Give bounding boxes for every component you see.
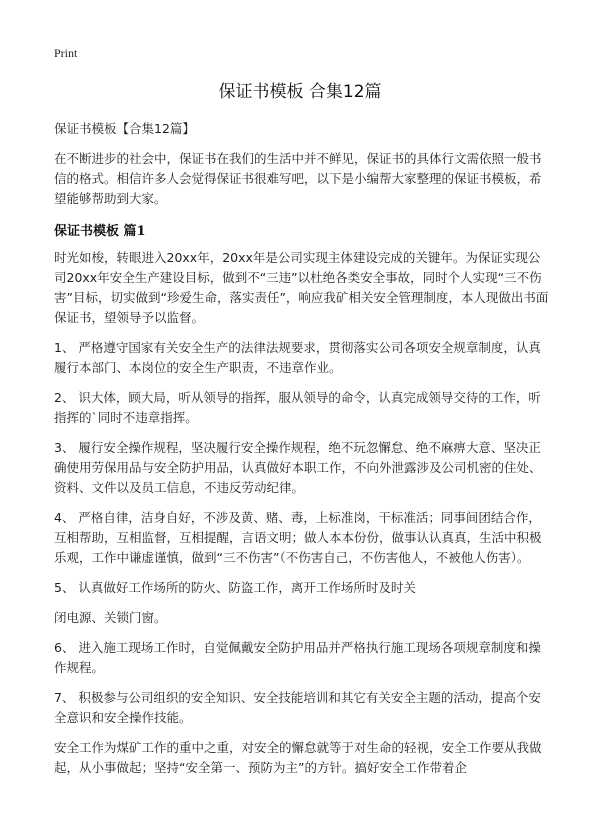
body-paragraph: 3、 履行安全操作规程，坚决履行安全操作规程，绝不玩忽懈怠、绝不麻痹大意、坚决正确使用劳保用品与安全防护用品，认真做好本职工作，不向外泄露涉及公司机密的住处、资料、文件以及员工信息，不违反劳动纪律。 [54,440,542,495]
body-paragraph: 7、 积极参与公司组织的安全知识、安全技能培训和其它有关安全主题的活动，提高个安全意识和安全操作技能。 [54,690,541,725]
print-link[interactable]: Print [54,46,78,60]
body-paragraph: 5、 认真做好工作场所的防火、防盗工作，离开工作场所时及时关 [54,580,416,595]
section-heading: 保证书模板 篇1 [54,224,146,239]
page-title: 保证书模板 合集12篇 [218,82,382,102]
document-subtitle: 保证书模板【合集12篇】 [54,121,195,136]
body-paragraph: 安全工作为煤矿工作的重中之重，对安全的懈怠就等于对生命的轻视，安全工作要从我做起，从小事做起；坚持“安全第一、预防为主”的方针。搞好安全工作带着企 [54,740,542,775]
body-paragraph: 1、 严格遵守国家有关安全生产的法律法规要求，贯彻落实公司各项安全规章制度，认真履行本部门、本岗位的安全生产职责，不违章作业。 [54,340,541,375]
body-paragraph: 4、 严格自律，洁身自好，不涉及黄、赌、毒，上标准岗，干标准活；同事间团结合作，互相帮助，互相监督，互相提醒，言语文明；做人本本份份，做事认认真真，生活中积极乐观，工作中谦虚谨慎，做到“三不伤害”（不伤害自己，不伤害他人，不被他人伤害）。 [54,510,542,565]
intro-paragraph: 在不断进步的社会中，保证书在我们的生活中并不鲜见，保证书的具体行文需依照一般书信的格式。相信许多人会觉得保证书很难写吧，以下是小编帮大家整理的保证书模板，希望能够帮助到大家。 [54,151,542,206]
body-paragraph: 2、 识大体，顾大局，听从领导的指挥，服从领导的命令，认真完成领导交待的工作，听指挥的`同时不违章指挥。 [54,390,541,425]
body-paragraph: 6、 进入施工现场工作时，自觉佩戴安全防护用品并严格执行施工现场各项规章制度和操作规程。 [54,640,541,675]
body-paragraph: 闭电源、关锁门窗。 [54,610,167,625]
body-paragraph: 时光如梭，转眼进入20xx年，20xx年是公司实现主体建设完成的关键年。为保证实现公司20xx年安全生产建设目标，做到不“三违”以杜绝各类安全事故，同时个人实现“三不伤害”目标，切实做到“珍爱生命，落实责任”，响应我矿相关安全管理制度，本人现做出书面保证书，望领导予以监督。 [54,250,549,325]
document-body [54,119,550,788]
